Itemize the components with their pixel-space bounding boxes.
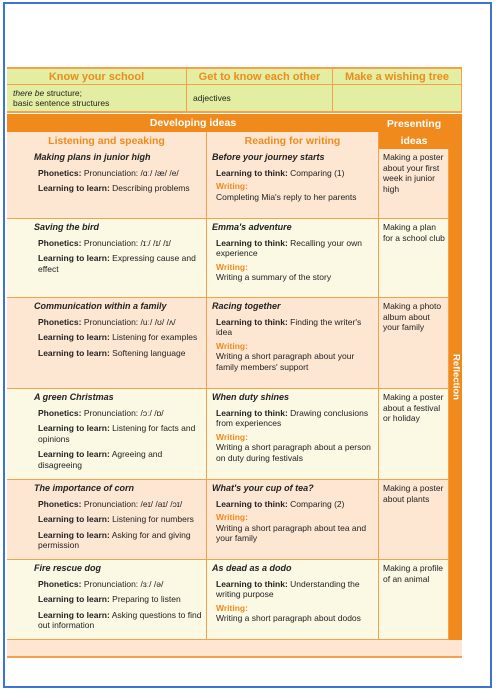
reflection-label: Reflection	[450, 354, 461, 400]
skill-line	[34, 610, 202, 631]
writing-label: Writing:	[216, 261, 248, 272]
writing-label: Writing:	[216, 602, 248, 613]
skill-label: Learning to learn:	[38, 514, 110, 524]
skill-text: Listening for numbers	[109, 514, 194, 524]
reading-title: When duty shines	[212, 392, 290, 402]
skill-line	[34, 579, 202, 590]
skill-label: Phonetics:	[38, 237, 82, 248]
presenting-text: Making a poster about plants	[383, 483, 444, 504]
lesson-title: Making plans in junior high	[34, 152, 151, 162]
skill-line	[34, 449, 202, 470]
skill-line	[34, 348, 202, 359]
header-get-to-know-each-other: Get to know each other	[187, 67, 333, 85]
think-line	[212, 238, 374, 259]
listening-speaking-header: Listening and speaking	[7, 132, 207, 149]
think-label: Learning to think:	[216, 237, 288, 248]
skill-line	[34, 317, 202, 328]
presenting-cell	[379, 298, 449, 389]
lesson-title: The importance of corn	[34, 483, 135, 493]
skill-label: Learning to learn:	[38, 423, 110, 433]
presenting-cell	[379, 480, 449, 560]
think-label: Learning to think:	[216, 498, 288, 509]
reading-title: As dead as a dodo	[212, 563, 292, 573]
developing-ideas-header: Developing ideas	[7, 114, 379, 132]
skill-text: Listening for facts and opinions	[38, 423, 196, 444]
listening-speaking-cell	[7, 389, 207, 480]
listening-speaking-cell	[7, 480, 207, 560]
reading-title: What's your cup of tea?	[212, 483, 314, 493]
adjectives-text: adjectives	[193, 93, 231, 103]
writing-label: Writing:	[216, 512, 248, 522]
header-make-a-wishing-tree: Make a wishing tree	[333, 67, 462, 85]
writing-text: Completing Mia's reply to her parents	[216, 191, 357, 202]
reading-writing-cell	[207, 298, 379, 389]
think-text: Recalling your own experience	[216, 237, 362, 258]
think-label: Learning to think:	[216, 578, 288, 589]
think-text: Finding the writer's idea	[216, 316, 362, 337]
lesson-title: Saving the bird	[34, 222, 100, 232]
think-line	[212, 408, 374, 429]
think-label: Learning to think:	[216, 167, 288, 178]
skill-line	[34, 594, 202, 605]
presenting-text: Making a poster about your first week in junior high	[383, 152, 444, 194]
skill-text: Pronunciation: /ɔː/ /ɒ/	[81, 407, 164, 418]
know-your-school-cell	[7, 85, 187, 113]
presenting-text: Making a photo album about your family	[383, 301, 442, 332]
lesson-title: Fire rescue dog	[34, 563, 102, 573]
presenting-text: Making a profile of an animal	[383, 563, 444, 584]
presenting-text: Making a plan for a school club	[383, 222, 445, 243]
presenting-cell	[379, 219, 449, 298]
skill-line	[34, 332, 202, 343]
presenting-cell	[379, 389, 449, 480]
skill-text: Describing problems	[109, 183, 190, 193]
skill-text: Asking for and giving permission	[38, 529, 191, 550]
think-label: Learning to think:	[216, 316, 288, 327]
skill-line	[34, 423, 202, 444]
writing-text: Writing a short paragraph about tea and your family	[216, 522, 367, 543]
lesson-title: Communication within a family	[34, 301, 167, 311]
think-text: Comparing (2)	[287, 498, 345, 509]
skill-label: Learning to learn:	[38, 332, 110, 342]
reading-title: Emma's adventure	[212, 222, 292, 232]
think-line	[212, 168, 374, 179]
there-be-text: there be	[13, 88, 45, 98]
skill-line	[34, 253, 202, 274]
think-line	[212, 499, 374, 510]
reading-writing-cell	[207, 480, 379, 560]
skill-label: Learning to learn:	[38, 609, 110, 620]
get-to-know-cell	[187, 85, 333, 113]
skill-label: Phonetics:	[38, 498, 82, 509]
reading-title: Racing together	[212, 301, 281, 311]
think-line	[212, 579, 374, 600]
writing-text: Writing a short paragraph about dodos	[216, 613, 361, 623]
bottom-strip	[7, 640, 462, 658]
think-line	[212, 317, 374, 338]
presenting-cell	[379, 560, 449, 640]
skill-text: Softening language	[109, 347, 186, 358]
reading-writing-cell	[207, 219, 379, 298]
writing-label: Writing:	[216, 431, 248, 442]
skill-text: Pronunciation: /ɜː/ /ə/	[81, 578, 164, 589]
listening-speaking-cell	[7, 219, 207, 298]
skill-line	[34, 530, 202, 551]
presenting-cell	[379, 149, 449, 219]
skill-text: Pronunciation: /ɑː/ /æ/ /e/	[81, 167, 179, 178]
wishing-tree-cell	[333, 85, 462, 113]
skill-label: Phonetics:	[38, 407, 82, 418]
think-label: Learning to think:	[216, 407, 288, 418]
think-text: Drawing conclusions from experiences	[216, 407, 369, 428]
listening-speaking-cell	[7, 560, 207, 640]
structure-text: structure;	[44, 88, 82, 98]
skill-text: Preparing to listen	[109, 594, 181, 604]
writing-text: Writing a short paragraph about a person on duty during festivals	[216, 442, 371, 463]
think-text: Understanding the writing purpose	[216, 578, 360, 599]
listening-speaking-cell	[7, 149, 207, 219]
reflection-bar	[449, 114, 462, 640]
reading-title: Before your journey starts	[212, 152, 325, 162]
skill-line	[34, 183, 202, 194]
skill-label: Learning to learn:	[38, 183, 110, 193]
skill-label: Learning to learn:	[38, 253, 110, 263]
skill-text: Pronunciation: /eɪ/ /aɪ/ /ɔɪ/	[81, 498, 183, 509]
skill-line	[34, 408, 202, 419]
skill-label: Learning to learn:	[38, 449, 110, 459]
skill-label: Learning to learn:	[38, 347, 110, 358]
writing-label: Writing:	[216, 181, 248, 191]
skill-label: Phonetics:	[38, 578, 82, 589]
reading-writing-cell	[207, 389, 379, 480]
skill-text: Asking questions to find out information	[38, 609, 202, 630]
skill-label: Phonetics:	[38, 316, 82, 327]
basic-sentence-text: basic sentence structures	[13, 98, 110, 108]
writing-text: Writing a short paragraph about your family members' support	[216, 351, 355, 372]
skill-line	[34, 238, 202, 249]
skill-text: Agreeing and disagreeing	[38, 449, 163, 470]
skill-line	[34, 168, 202, 179]
reading-writing-header: Reading for writing	[207, 132, 379, 149]
skill-line	[34, 514, 202, 525]
skill-text: Pronunciation: /uː/ /ʊ/ /ʌ/	[81, 316, 176, 327]
writing-label: Writing:	[216, 340, 248, 351]
skill-label: Phonetics:	[38, 167, 82, 178]
think-text: Comparing (1)	[287, 167, 345, 178]
skill-label: Learning to learn:	[38, 594, 110, 604]
reading-writing-cell	[207, 560, 379, 640]
presenting-ideas-header: Presenting ideas	[379, 114, 449, 149]
reading-writing-cell	[207, 149, 379, 219]
listening-speaking-cell	[7, 298, 207, 389]
presenting-text: Making a poster about a festival or holiday	[383, 392, 444, 423]
lesson-title: A green Christmas	[34, 392, 114, 402]
skill-text: Listening for examples	[109, 332, 198, 342]
header-know-your-school: Know your school	[7, 67, 187, 85]
skill-text: Pronunciation: /ɪː/ /ɪ/ /ɪ/	[81, 237, 171, 248]
skill-label: Learning to learn:	[38, 529, 110, 540]
writing-text: Writing a summary of the story	[216, 272, 332, 282]
skill-line	[34, 499, 202, 510]
skill-text: Expressing cause and effect	[38, 253, 196, 274]
